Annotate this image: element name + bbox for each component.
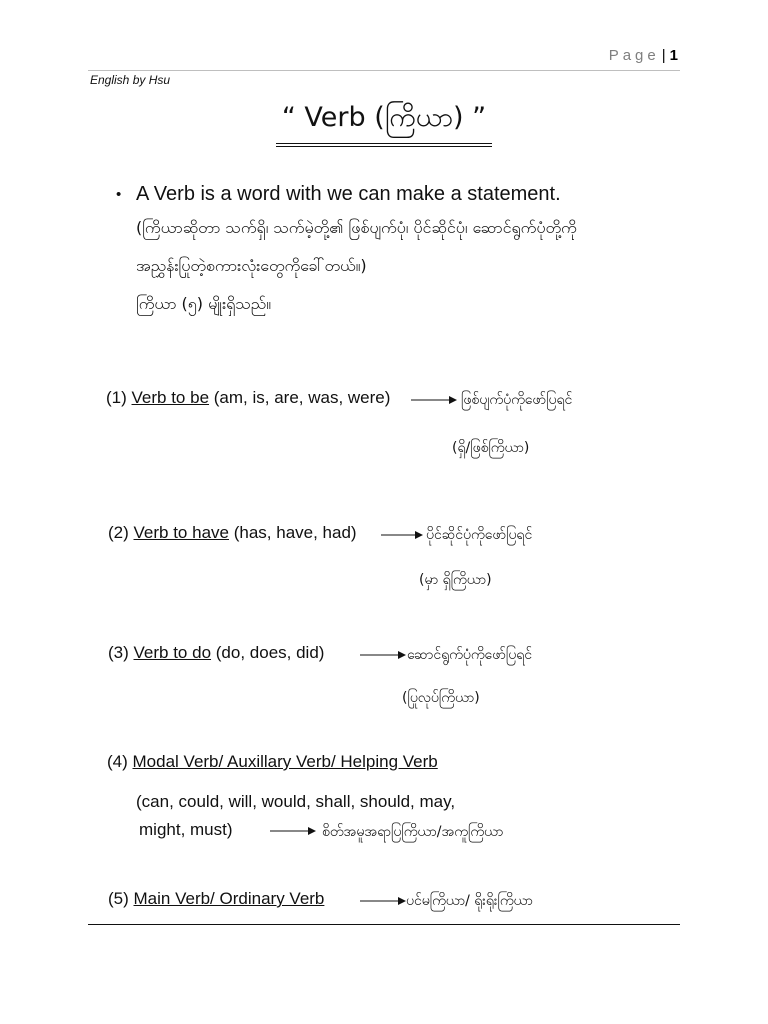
verb-item-1	[106, 388, 390, 408]
page-label	[609, 47, 678, 64]
arrow-icon	[411, 395, 457, 405]
definition-sentence: A Verb is a word with we can make a statement.	[136, 183, 561, 205]
footer-rule	[88, 924, 680, 925]
item-forms-line-1: (can, could, will, would, shall, should, may,	[136, 792, 456, 811]
arrow-icon	[270, 826, 316, 836]
item-note: (ပြုလုပ်ကြိယာ)	[402, 690, 480, 706]
item-name: Main Verb/ Ordinary Verb	[133, 889, 325, 908]
item-forms: (do, does, did)	[215, 643, 325, 662]
arrow-icon	[360, 896, 406, 906]
item-name: Modal Verb/ Auxillary Verb/ Helping Verb	[132, 752, 438, 771]
header-rule	[88, 70, 680, 71]
item-forms-line-2: might, must)	[139, 820, 233, 839]
item-meaning: ဆောင်ရွက်ပုံကိုဖော်ပြရင်	[407, 647, 533, 663]
verb-count-line: ကြိယာ (၅) မျိုးရှိသည်။	[136, 294, 272, 313]
verb-item-5	[108, 889, 324, 909]
item-note: (မှာ ရှိကြိယာ)	[419, 572, 492, 588]
verb-item-4	[107, 752, 438, 772]
item-meaning: ပင်မကြိယာ/ ရိုးရိုးကြိယာ	[406, 893, 533, 909]
item-name: Verb to be	[131, 388, 210, 407]
item-number: (1)	[106, 388, 127, 407]
item-meaning: ပိုင်ဆိုင်ပုံကိုဖော်ပြရင်	[426, 527, 533, 543]
verb-item-2	[108, 523, 357, 543]
item-forms: (am, is, are, was, were)	[213, 388, 391, 407]
arrow-icon	[381, 530, 423, 540]
author-line: English by Hsu	[90, 73, 171, 87]
item-note: (ရှိ/ဖြစ်ကြိယာ)	[452, 440, 530, 456]
item-number: (5)	[108, 889, 129, 908]
item-number: (2)	[108, 523, 129, 542]
page-number: 1	[669, 47, 678, 64]
item-name: Verb to have	[133, 523, 229, 542]
item-forms: (has, have, had)	[233, 523, 357, 542]
verb-item-3	[108, 643, 324, 663]
item-meaning: ဖြစ်ပျက်ပုံကိုဖော်ပြရင်	[461, 392, 573, 408]
definition-burmese-line-1: (ကြိယာဆိုတာ သက်ရှိ၊ သက်မဲ့တို့၏ ဖြစ်ပျက်ပုံ၊ ပိုင်ဆိုင်ပုံ၊ ဆောင်ရွက်ပုံတို့ကို	[136, 218, 577, 237]
page-word: Page	[608, 47, 660, 64]
page-separator: |	[661, 47, 666, 64]
title-container	[0, 100, 768, 147]
item-number: (3)	[108, 643, 129, 662]
item-number: (4)	[107, 752, 128, 771]
arrow-icon	[360, 650, 406, 660]
item-meaning: စိတ်အမူအရာပြကြိယာ/အကူကြိယာ	[322, 824, 504, 840]
definition-burmese-line-2: အညွှန်းပြုတဲ့စကားလုံးတွေကိုခေါ်တယ်။)	[136, 256, 367, 275]
item-name: Verb to do	[133, 643, 212, 662]
bullet-icon: •	[116, 186, 122, 203]
page-title: “ Verb (ကြိယာ) ”	[276, 100, 492, 147]
